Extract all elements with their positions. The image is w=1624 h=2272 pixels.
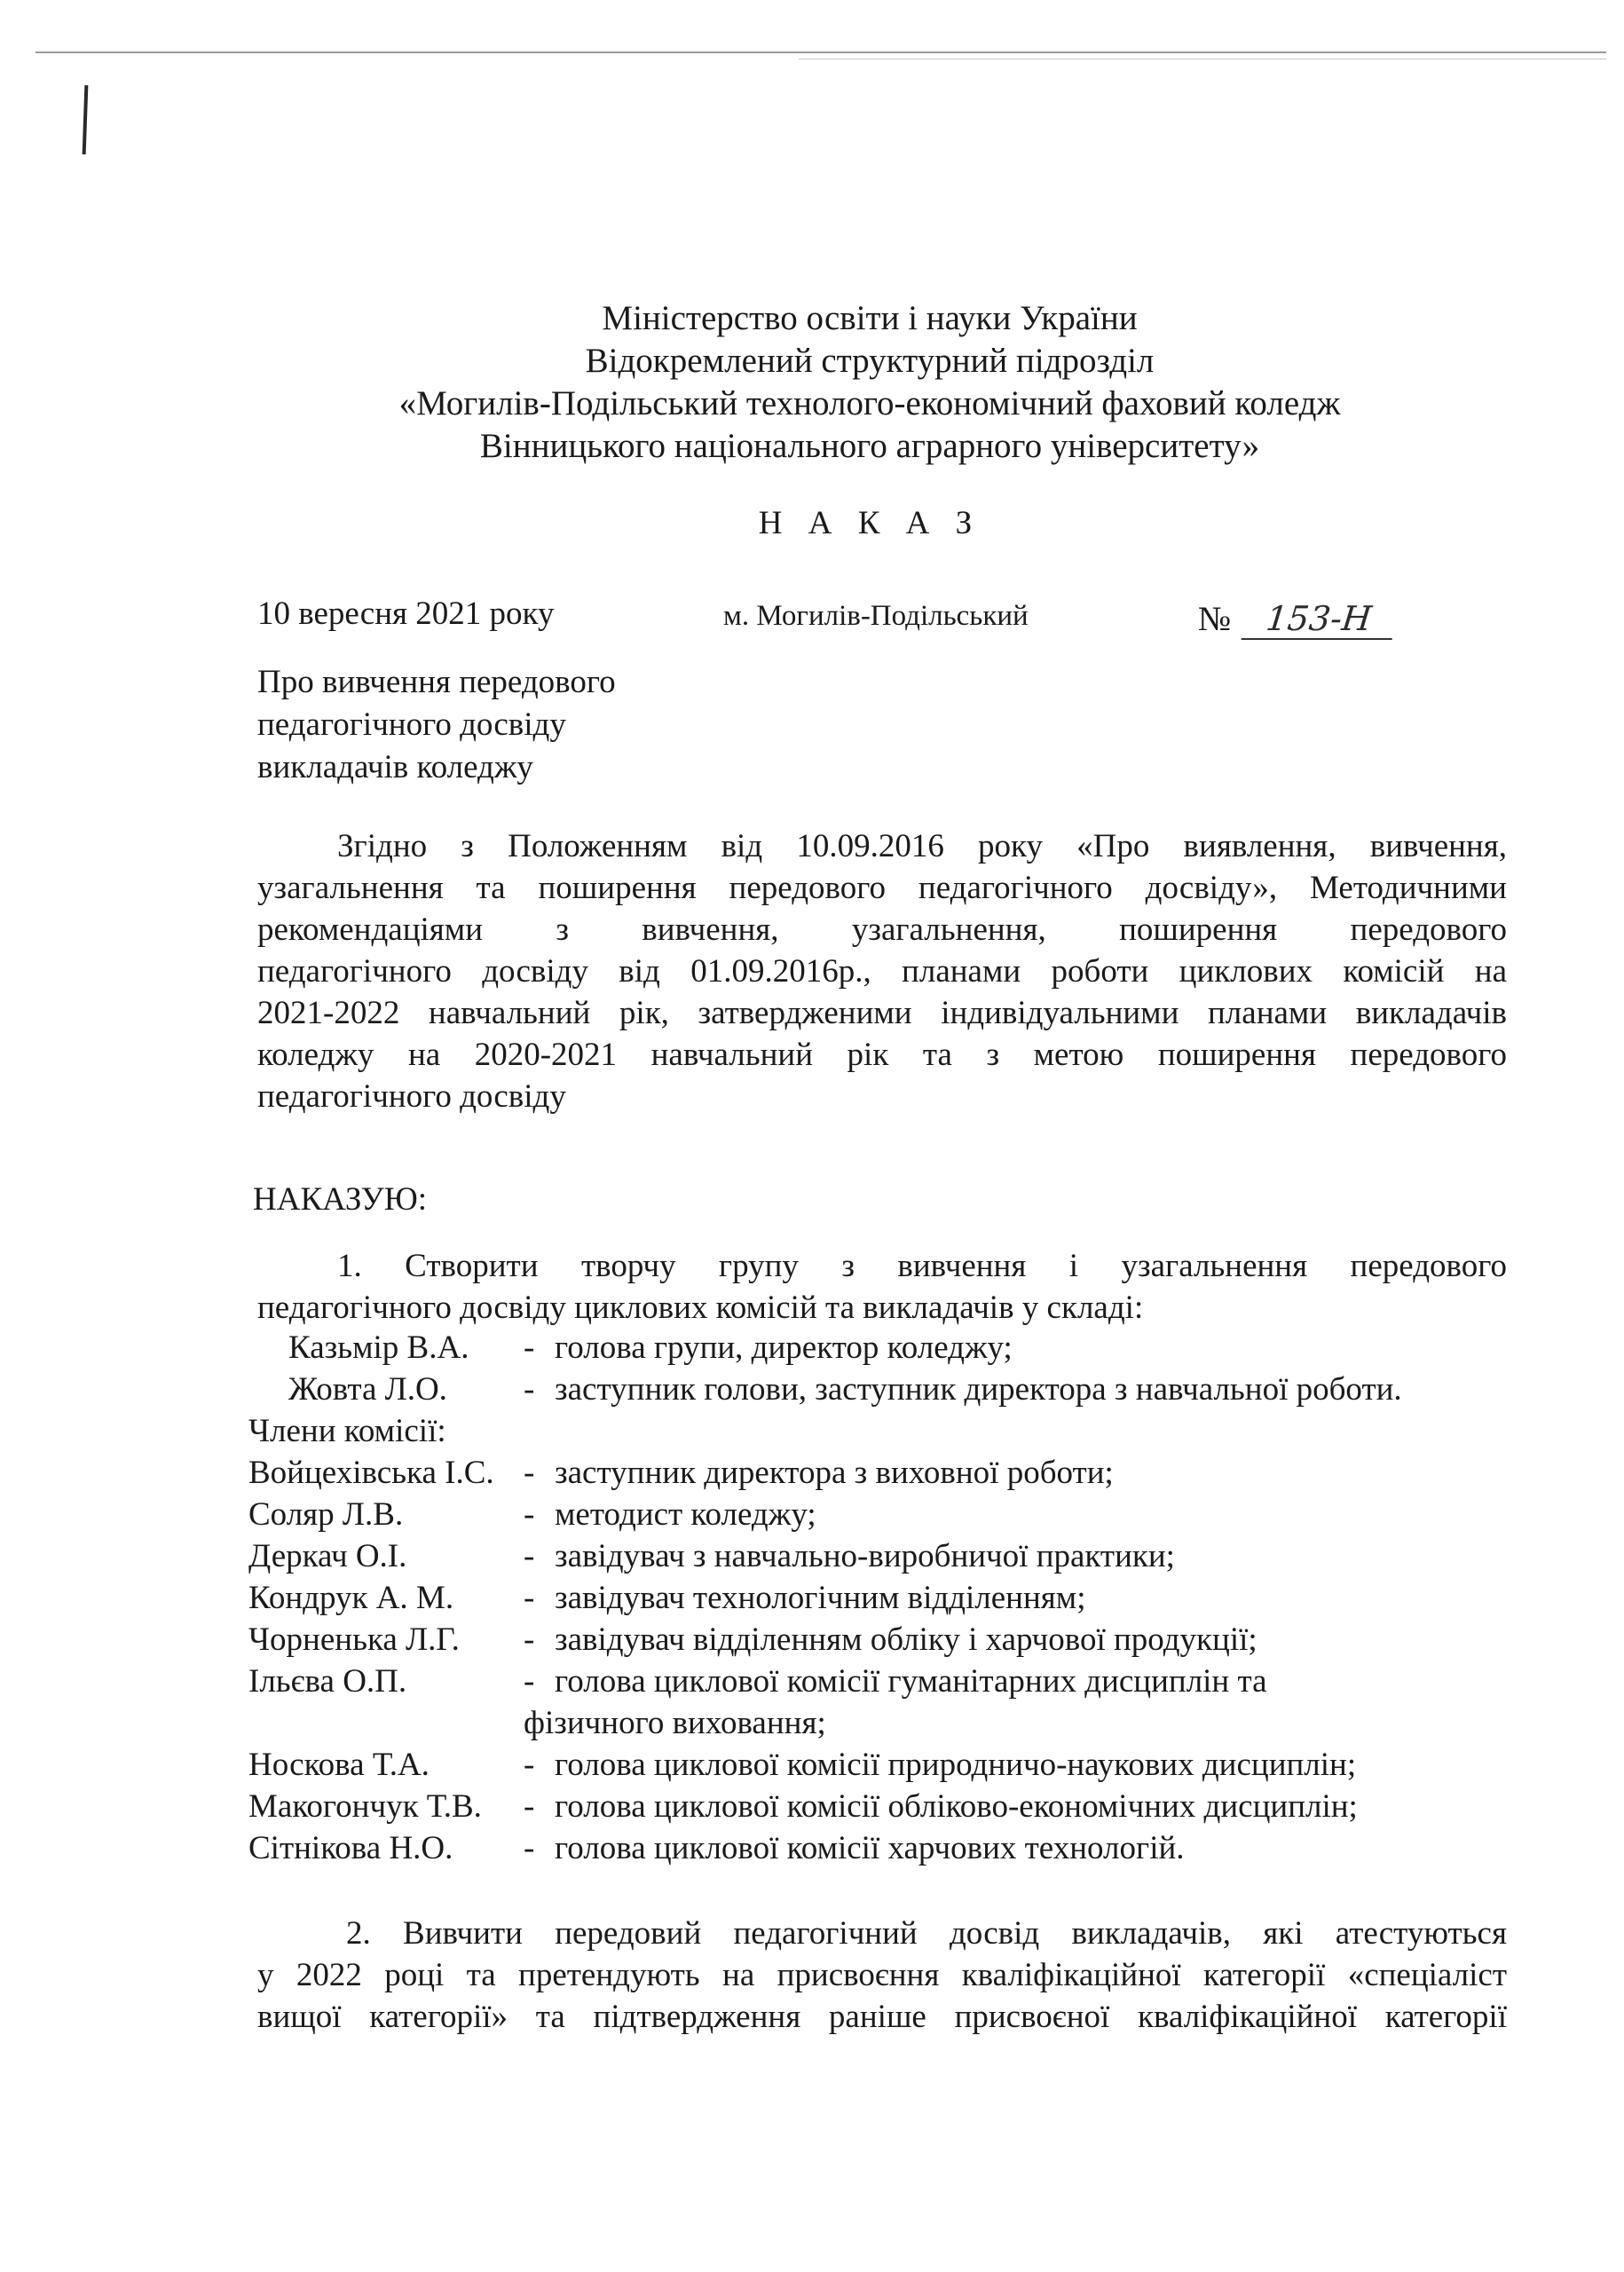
member-name: Деркач О.І.	[248, 1538, 407, 1574]
preamble-line: педагогічного досвіду від 01.09.2016р., планами роботи циклових комісій на	[257, 953, 1507, 990]
member-row: Ільєва О.П. - голова циклової комісії гуманітарних дисциплін та	[248, 1661, 1544, 1702]
member-name: Соляр Л.В.	[248, 1496, 404, 1533]
member-row: Кондрук А. М. - завідувач технологічним відділенням;	[248, 1577, 1544, 1619]
subject-line: педагогічного досвіду	[257, 706, 566, 743]
header-line-university: Вінницького національного аграрного університету»	[479, 427, 1260, 465]
item-2-line: у 2022 році та претендують на присвоєння кваліфікаційної категорії «спеціаліст	[257, 1957, 1507, 1993]
item-1-line: 1. Створити творчу групу з вивчення і узагальнення передового	[337, 1248, 1507, 1284]
member-role: заступник директора з виховної роботи;	[555, 1455, 1114, 1491]
member-row: Сітнікова Н.О. - голова циклової комісії харчових технологій.	[248, 1827, 1544, 1869]
item-2	[257, 1913, 1507, 2038]
member-role: заступник голови, заступник директора з навчальної роботи.	[555, 1371, 1402, 1408]
order-number	[1198, 599, 1394, 640]
member-row: Деркач О.І. - завідувач з навчально-виробничої практики;	[248, 1535, 1544, 1577]
subject-line: викладачів коледжу	[257, 749, 533, 785]
institution-header	[0, 297, 1624, 468]
member-name: Ільєва О.П.	[248, 1663, 407, 1700]
member-role: завідувач технологічним відділенням;	[555, 1580, 1086, 1616]
member-name: Войцехівська І.С.	[248, 1455, 494, 1491]
member-name: Кондрук А. М.	[248, 1580, 454, 1616]
item-1	[257, 1245, 1507, 1329]
top-scan-edge	[35, 51, 1606, 53]
subject-line: Про вивчення передового	[257, 664, 616, 700]
member-row: Соляр Л.В. - методист коледжу;	[248, 1494, 1544, 1535]
order-city: м. Могилів-Подільський	[723, 600, 1029, 632]
handwritten-number: 153-Н	[1242, 599, 1397, 640]
member-role: завідувач відділенням обліку і харчової продукції;	[555, 1621, 1257, 1658]
member-role: методист коледжу;	[555, 1496, 816, 1533]
leader-row: Казьмір В.А. - голова групи, директор коледжу;	[248, 1327, 1544, 1369]
number-label: №	[1198, 600, 1232, 638]
preamble-paragraph	[257, 825, 1507, 1117]
preamble-line: рекомендаціями з вивчення, узагальнення, поширення передового	[257, 911, 1507, 948]
item-1-line: педагогічного досвіду циклових комісій та викладачів у складі:	[257, 1290, 1144, 1326]
header-line-ministry: Міністерство освіти і науки України	[602, 299, 1138, 337]
member-name: Сітнікова Н.О.	[248, 1830, 453, 1866]
member-role: голова циклової комісії обліково-економічних дисциплін;	[555, 1788, 1358, 1825]
document-title: Н А К А З	[758, 505, 981, 541]
member-name: Казьмір В.А.	[288, 1329, 469, 1366]
member-name: Чорненька Л.Г.	[248, 1621, 460, 1658]
member-role: голова циклової комісії природничо-наукових дисциплін;	[555, 1747, 1357, 1783]
member-role: голова циклової комісії харчових технологій.	[555, 1830, 1185, 1866]
leader-row: Жовта Л.О. - заступник голови, заступник директора з навчальної роботи.	[248, 1369, 1544, 1410]
member-role: завідувач з навчально-виробничої практики;	[555, 1538, 1175, 1574]
preamble-line: коледжу на 2020-2021 навчальний рік та з метою поширення передового	[257, 1037, 1507, 1073]
member-role: голова групи, директор коледжу;	[555, 1329, 1013, 1366]
preamble-line: Згідно з Положенням від 10.09.2016 року «Про виявлення, вивчення,	[337, 828, 1507, 864]
member-row-continuation	[248, 1702, 1544, 1744]
member-row: Чорненька Л.Г. - завідувач відділенням обліку і харчової продукції;	[248, 1619, 1544, 1661]
order-date: 10 вересня 2021 року	[257, 596, 555, 632]
header-line-division: Відокремлений структурний підрозділ	[585, 342, 1155, 380]
member-name: Макогончук Т.В.	[248, 1788, 482, 1825]
preamble-line: узагальнення та поширення передового педагогічного досвіду», Методичними	[257, 870, 1507, 906]
member-row: Носкова Т.А. - голова циклової комісії природничо-наукових дисциплін;	[248, 1744, 1544, 1786]
member-row: Войцехівська І.С. - заступник директора з виховної роботи;	[248, 1452, 1544, 1494]
order-subject	[257, 661, 719, 789]
group-composition	[248, 1327, 1544, 1869]
member-row: Макогончук Т.В. - голова циклової комісії обліково-економічних дисциплін;	[248, 1786, 1544, 1827]
preamble-line: 2021-2022 навчальний рік, затвердженими індивідуальними планами викладачів	[257, 995, 1507, 1031]
member-name: Жовта Л.О.	[288, 1371, 447, 1408]
orders-label: НАКАЗУЮ:	[253, 1181, 428, 1218]
item-2-line: вищої категорії» та підтвердження раніше присвоєної кваліфікаційної категорії	[257, 1999, 1507, 2035]
members-label: Члени комісії:	[248, 1413, 446, 1449]
item-2-line: 2. Вивчити передовий педагогічний досвід викладачів, які атестуються	[346, 1915, 1507, 1952]
member-role-continuation: фізичного виховання;	[524, 1705, 826, 1741]
header-line-college: «Могилів-Подільський технолого-економічний фаховий коледж	[398, 384, 1341, 422]
margin-pen-mark	[83, 85, 89, 154]
member-name: Носкова Т.А.	[248, 1747, 430, 1783]
preamble-line: педагогічного досвіду	[257, 1078, 566, 1115]
member-role: голова циклової комісії гуманітарних дисциплін та	[555, 1663, 1267, 1700]
